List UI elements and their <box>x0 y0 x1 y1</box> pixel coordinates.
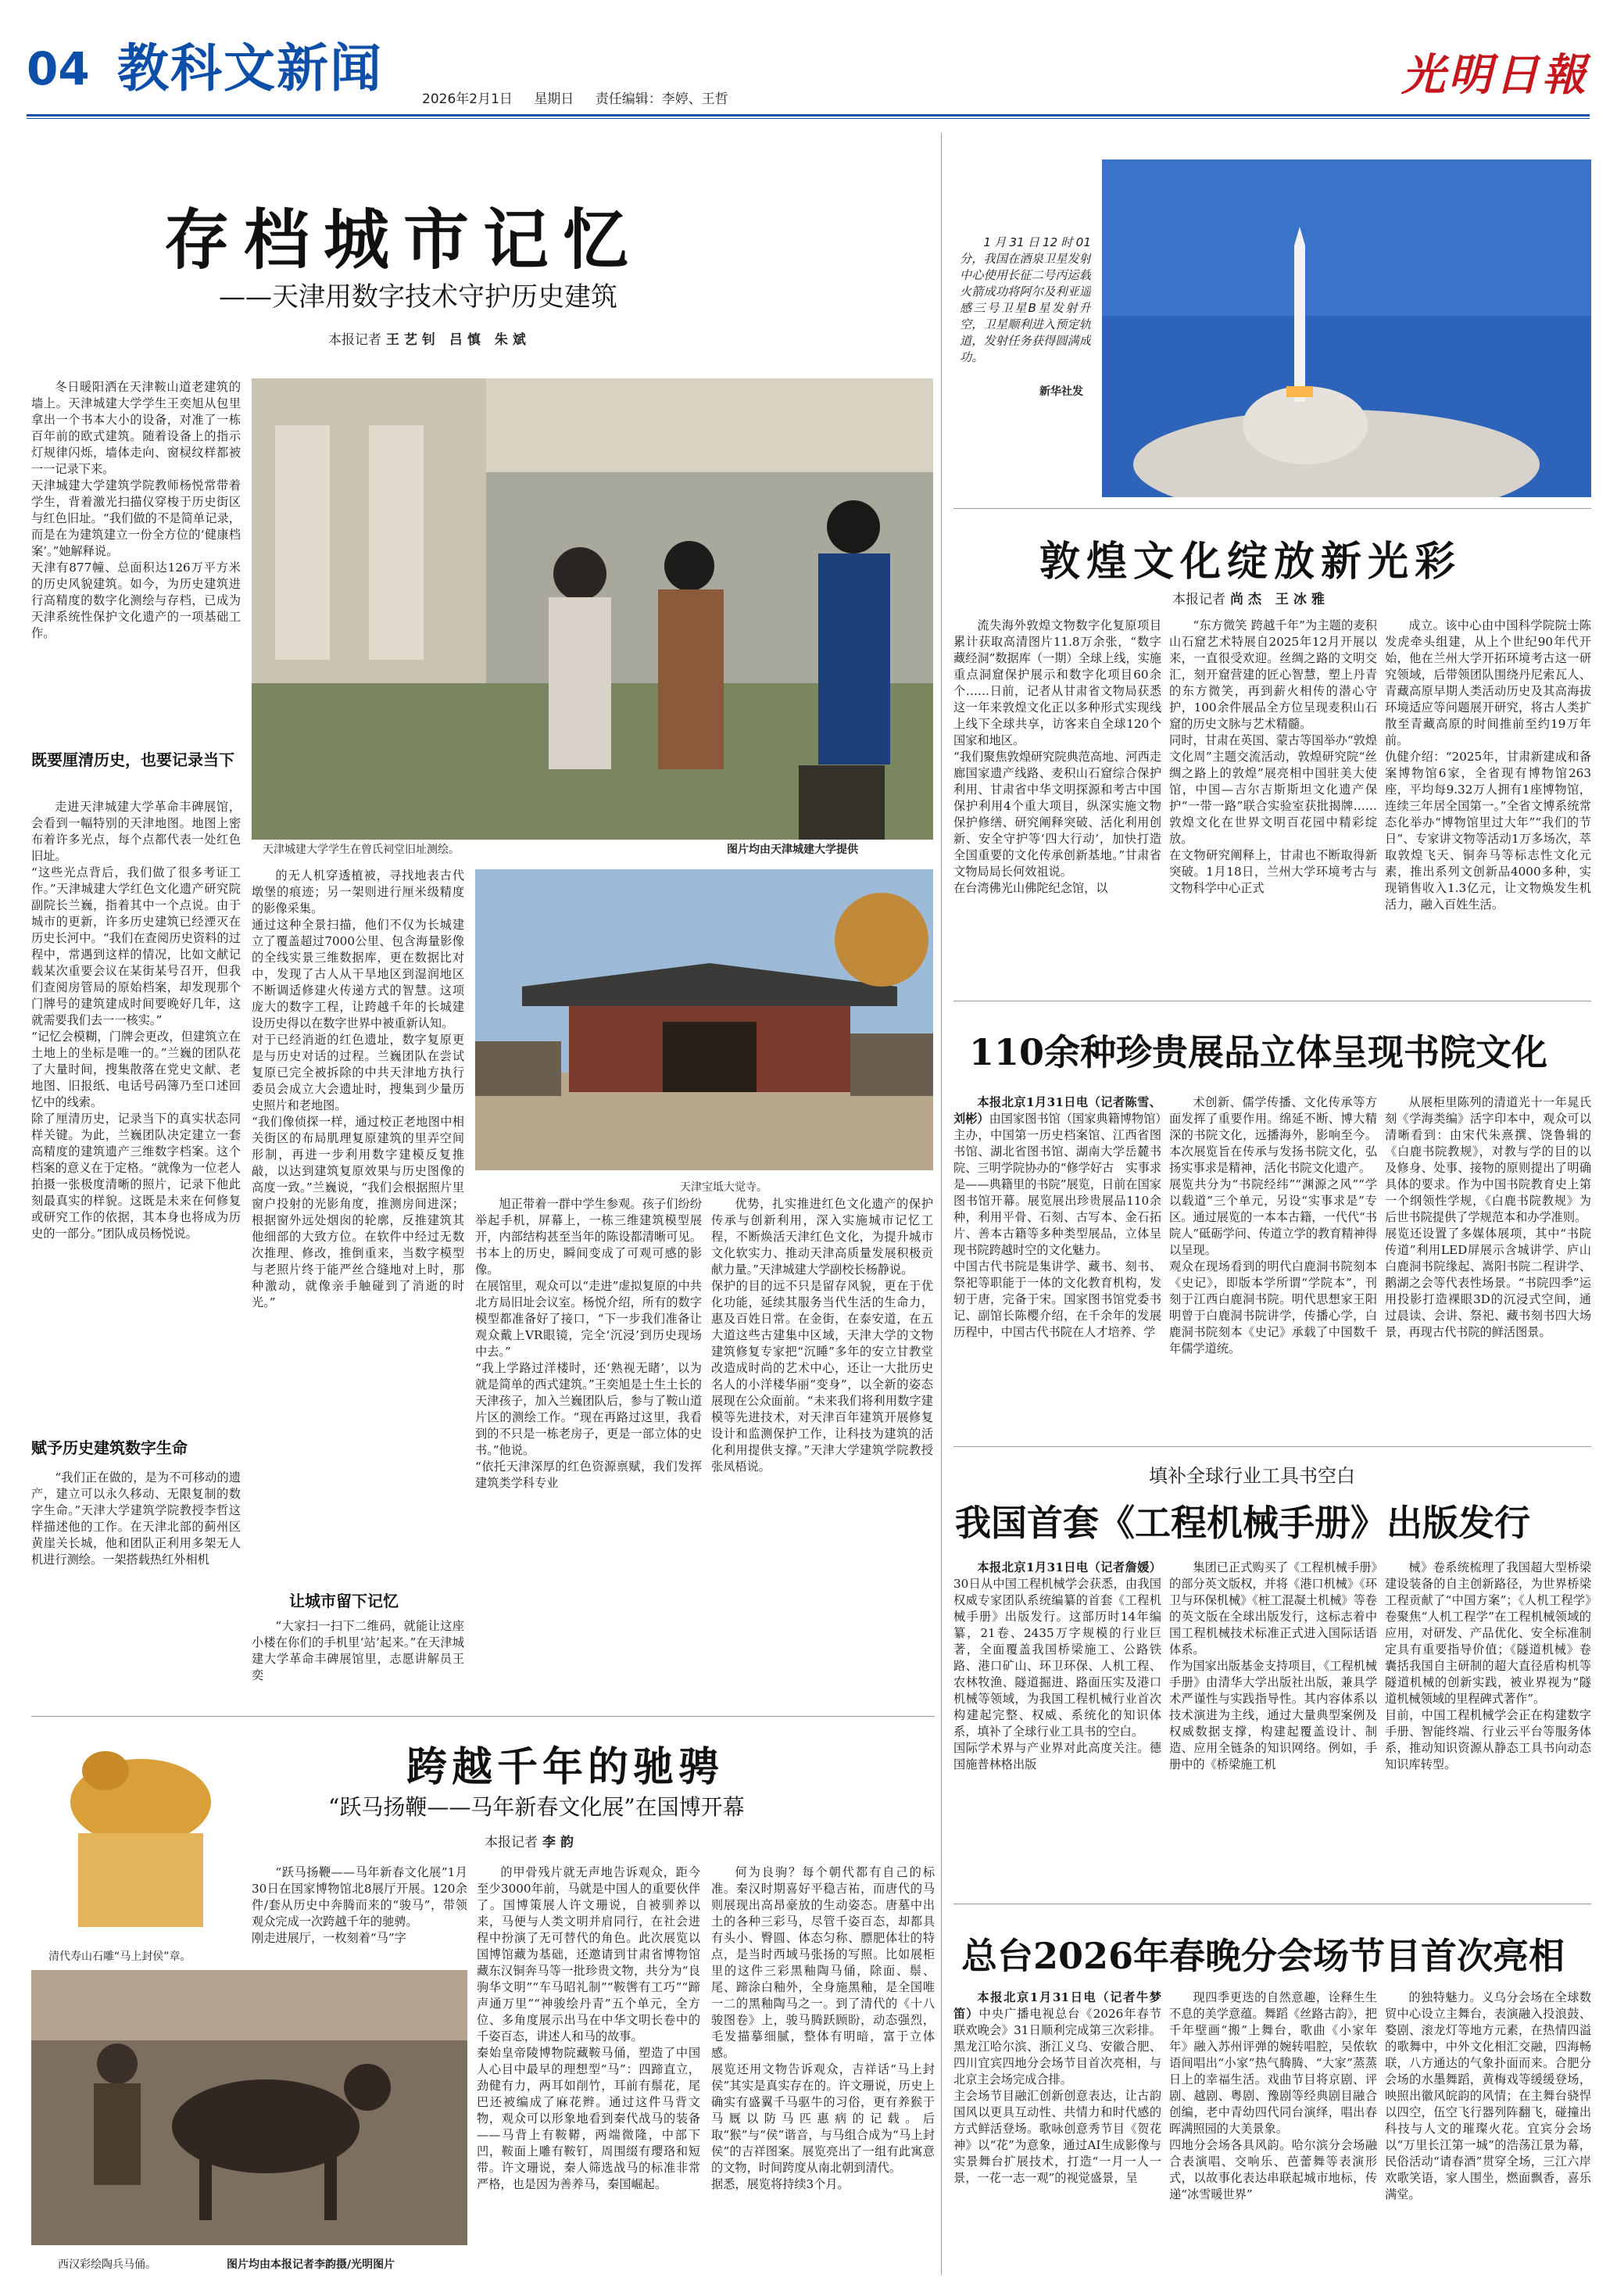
byline-names: 尚杰 王冰雅 <box>1230 592 1329 607</box>
launch-caption: 1月31日12时01分，我国在酒泉卫星发射中心使用长征二号丙运载火箭成功将阿尔及利亚遥感三号卫星B星发射升空，卫星顺利进入预定轨道，发射任务获得圆满成功。 <box>960 235 1091 364</box>
shuyuan-col3: 从展柜里陈列的清道光十一年晁氏刻《学海类编》活字印本中，观众可以清晰看到：由宋代朱熹撰、饶鲁辑的《白鹿书院教规》，对教与学的目的以及修身、处事、接物的原则提出了明确具体的要求。作为中国书院教育史上第一个纲领性学规，《白鹿书院教规》为后世书院提供了学规范本和办学准则。 展览还设置了多媒体展项，其中“书院传道”利用LED屏展示含城讲学、庐山白鹿洞书院缘起、嵩阳书院二程讲学、鹅湖之会等代表性场景。“书院四季”运用投影打造裸眼3D的沉浸式空间，通过晨读、会讲、祭祀、藏书刻书四大场景，再现古代书院的鲜活图景。 <box>1385 1095 1591 1339</box>
launch-credit: 新华社发 <box>1039 385 1083 398</box>
shouce-col2: 集团已正式购买了《工程机械手册》的部分英文版权，并将《港口机械》《环卫与环保机械》《桩工混凝土机械》等卷的英文版在全球出版发行，这标志着中国工程机械技术标准正式进入国际话语体系。 作为国家出版基金支持项目，《工程机械手册》由清华大学出版社出版，兼具学术严谨性与实践指导性。其内容体系以技术演进为主线，通过大量典型案例及权威数据支撑，构建起覆盖设计、制造、应用全链条的知识网络。例如，手册中的《桥梁施工机 <box>1169 1560 1377 1771</box>
photo-students-surveying <box>252 378 933 840</box>
dunhuang-title: 敦煌文化绽放新光彩 <box>1039 538 1462 586</box>
column-divider <box>941 133 942 2275</box>
temple-gate-icon <box>475 869 933 1170</box>
shouce-title: 我国首套《工程机械手册》出版发行 <box>955 1502 1530 1544</box>
story1-subhead-2: 赋予历史建筑数字生命 <box>31 1438 188 1457</box>
seal-caption: 清代寿山石雕“马上封侯”章。 <box>48 1950 191 1963</box>
photo1-caption: 天津城建大学学生在曾氏祠堂旧址测绘。 <box>263 844 460 856</box>
horse-title: 跨越千年的驰骋 <box>406 1743 724 1791</box>
byline-names: 李韵 <box>542 1835 578 1850</box>
story1-subtitle: ——天津用数字技术守护历史建筑 <box>219 281 617 313</box>
masthead-rule <box>27 114 1590 116</box>
dateline <box>422 88 746 107</box>
byline-label: 本报记者 <box>485 1835 538 1850</box>
story1-title: 存档城市记忆 <box>164 201 643 278</box>
photo-soapstone-seal <box>31 1732 242 1943</box>
horse-subtitle: “跃马扬鞭——马年新春文化展”在国博开幕 <box>328 1794 745 1820</box>
masthead-rule-thin <box>27 118 1590 119</box>
byline-label: 本报记者 <box>328 332 381 348</box>
story1-col1c: “我们正在做的，是为不可移动的遗产，建立可以永久移动、无限复制的数字生命。”天津大学建筑学院教授李哲这样描述他的工作。在天津北部的蓟州区黄崖关长城，他和团队正利用多架无人机进行测绘。一架搭载热红外相机 <box>31 1470 241 1567</box>
photo2-caption: 天津宝坻大觉寺。 <box>680 1181 767 1194</box>
story1-byline <box>328 328 531 348</box>
photo-dajue-temple <box>475 869 933 1170</box>
photo-han-warrior <box>31 1970 467 2245</box>
shuyuan-col2: 术创新、儒学传播、文化传承等方面发挥了重要作用。绵延不断、博大精深的书院文化，远播海外，影响至今。本次展览旨在传承与发扬书院文化，弘扬实事求是精神，活化书院文化遗产。 展览共分为“书院经纬”“渊源之风”“学以载道”三个单元，另设“实事求是”专区。通过展览的一本本古籍，一代代“书院人”砥砺学问、传道立学的教育精神得以呈现。 观众在现场看到的明代白鹿洞书院刻本《史记》，即版本学所谓“学院本”，刊刻于江西白鹿洞书院。明代思想家王阳明曾于白鹿洞书院讲学，传播心学，白鹿洞书院刻本《史记》承载了中国数千年儒学道统。 <box>1169 1095 1377 1356</box>
horse-col2: 的甲骨残片就无声地告诉观众，距今至少3000年前，马就是中国人的重要伙伴了。国博策展人许文珊说，自被驯养以来，马便与人类文明并肩同行，在社会进程中扮演了无可替代的角色。此次展览以国博馆藏为基础，还邀请到甘肃省博物馆藏东汉铜奔马等一批珍贵文物，共分为“良驹华文明”“车马昭礼制”“鞍辔有工巧”“蹄声通万里”“神骏绘丹青”五个单元，全方位、多角度展示出马在中华文明长卷中的千姿百态，讲述人和马的故事。 秦始皇帝陵博物院藏鞍马俑，塑造了中国人心目中最早的理想型“马”：四蹄直立，劲健有力，两耳如削竹，耳前有鬃花，尾巴还被编成了麻花辫。通过这件马背文物，观众可以形象地看到秦代战马的装备——马背上有鞍鞯，两端微隆，中部下凹，鞍面上雕有鞍钉，周围缀有璎珞和短带。许文珊说，秦人筛选战马的标准非常严格，也是因为善养马，秦国崛起。 <box>477 1865 700 2191</box>
story1-col2a: 的无人机穿透植被，寻找地表古代墩堡的痕迹；另一架则进行厘米级精度的影像采集。 通过这种全景扫描，他们不仅为长城建立了覆盖超过7000公里、包含海量影像的全线实景三维数据库，更在数据比对中，发现了古人从干旱地区到湿润地区不断调适修建火传递方式的智慧。这项庞大的数字工程，让跨越千年的长城建设历史得以在数字世界中被重新认知。 对于已经消逝的红色遗址，数字复原更是与历史对话的过程。兰巍团队在尝试复原已完全被拆除的中共天津地方执行委员会成立大会遗址时，搜集到少量历史照片和老地图。 “我们像侦探一样，通过校正老地图中相关街区的布局肌理复原建筑的里弄空间形制，再进一步利用数字建模反复推敲，以达到建筑复原效果与历史图像的高度一致。”兰巍说，“我们会根据照片里窗户投射的光影角度，推测房间进深；根据窗外远处烟囱的轮廓，反推建筑其他细部的大致方位。在软件中经过无数次推理、修改，推倒重来，当数字模型与老照片终于能严丝合缝地对上时，那种激动，就像亲手触碰到了消逝的时光。” <box>252 869 464 1309</box>
story1-col3: 旭正带着一群中学生参观。孩子们纷纷举起手机，屏幕上，一栋三维建筑模型展开，内部结构甚至当年的陈设都清晰可见。书本上的历史，瞬间变成了可观可感的影像。 在展馆里，观众可以“走进”虚拟复原的中共北方局旧址会议室。杨悦介绍，所有的数字模型都准备好了接口，“下一步我们准备让观众戴上VR眼镜，完全‘沉浸’到历史现场中去。” “我上学路过洋楼时，还‘熟视无睹’，以为就是简单的西式建筑。”王奕旭是土生土长的天津孩子，加入兰巍团队后，参与了鞍山道片区的测绘工作。“现在再路过这里，我看到的不只是一栋老房子，更是一部立体的史书。”他说。 “依托天津深厚的红色资源禀赋，我们发挥建筑类学科专业 <box>475 1197 702 1490</box>
page-number: 04 <box>27 42 90 95</box>
story1-col2b: “大家扫一扫下二维码，就能让这座小楼在你们的手机里‘站’起来。”在天津城建大学革命丰碑展馆里，志愿讲解员王奕 <box>252 1619 464 1682</box>
shouce-col1-text: 30日从中国工程机械学会获悉，由我国权威专家团队系统编纂的首套《工程机械手册》出版发行。这部历时14年编纂，21卷、2435万字规模的行业巨著，全面覆盖我国桥梁施工、公路铁路、港口矿山、环卫环保、人机工程、农林牧渔、隧道掘进、路面压实及港口机械等领域，为我国工程机械行业首次构建起完整、权威、系统化的知识体系，填补了全球行业工具书的空白。 国际学术界与产业界对此高度关注。德国施普林格出版 <box>953 1577 1161 1771</box>
dunhuang-col3: 成立。该中心由中国科学院院士陈发虎牵头组建，从上个世纪90年代开始，他在兰州大学开拓环境考古这一研究领域，后带领团队围绕丹尼索瓦人、青藏高原早期人类活动历史及其高海拔环境适应等问题展开研究，将古人类扩散至青藏高原的时间推前至约19万年前。 仇健介绍：“2025年，甘肃新建成和备案博物馆6家，全省现有博物馆263座，平均每9.32万人拥有1座博物馆，连续三年居全国第一。”全省文博系统常态化举办“博物馆里过大年”“我们的节日”、专家讲文物等活动1万多场次，萃取敦煌飞天、铜奔马等标志性文化元素，推出系列文创新品4000多种，实现销售收入1.3亿元，让文物焕发生机活力，融入百姓生活。 <box>1385 618 1591 912</box>
seal-horse-icon <box>31 1732 242 1943</box>
warrior-caption: 西汉彩绘陶兵马俑。 <box>58 2258 156 2271</box>
dunhuang-col2: “东方微笑 跨越千年”为主题的麦积山石窟艺术特展自2025年12月开展以来，一直很受欢迎。丝绸之路的文明交汇，刻开窟营建的匠心智慧，塑上丹青的东方微笑，再到薪火相传的潜心守护，100余件展品全方位呈现麦积山石窟的历史文脉与艺术精髓。 同时，甘肃在英国、蒙古等国举办“敦煌文化周”主题交流活动，敦煌研究院“丝绸之路上的敦煌”展亮相中国驻美大使馆，中国—吉尔吉斯斯坦文化遗产保护“一带一路”联合实验室获批揭牌……敦煌文化在世界文明百花园中精彩绽放。 在文物研究阐释上，甘肃也不断取得新突破。1月18日，兰州大学环境考古与文物科学中心正式 <box>1169 618 1377 895</box>
story1-col1b: 走进天津城建大学革命丰碑展馆，会看到一幅特别的天津地图。地图上密布着许多光点，每个点都代表一处红色旧址。 “这些光点背后，我们做了很多考证工作。”天津城建大学红色文化遗产研究院副院长兰巍，指着其中一个点说。由于城市的更新，许多历史建筑已经湮灭在历史长河中。“我们在查阅历史资料的过程中，常遇到这样的情况，比如文献记载某次重要会议在某街某号召开，但我们查阅房管局的原始档案，却发现那个门牌号的建筑建成时间要晚好几年，这就需要我们去一一核实。” “记忆会模糊，门牌会更改，但建筑立在土地上的坐标是唯一的。”兰巍的团队花了大量时间，搜集散落在党史文献、老地图、旧报纸、电话号码簿乃至口述回忆中的线索。 除了厘清历史，记录当下的真实状态同样关键。为此，兰巍团队决定建立一套高精度的建筑遗产三维数字档案。这个档案的意义在于定格。“就像为一位老人拍摄一张极度清晰的照片，记录下他此刻最真实的样貌。这既是未来在何修复或研究工作的依据，其本身也将成为历史的一部分。”团队成员杨悦说。 <box>31 800 241 1241</box>
newspaper-logo: 光明日報 <box>1401 49 1589 101</box>
story1-subhead-1: 既要厘清历史，也要记录当下 <box>31 750 234 769</box>
byline-label: 本报记者 <box>1172 592 1225 607</box>
chunwan-col1 <box>953 1990 1161 2279</box>
editors: 责任编辑：李婷、王哲 <box>595 91 728 107</box>
dunhuang-top-rule <box>953 508 1591 509</box>
byline-names: 王艺钊 吕慎 朱斌 <box>386 332 531 348</box>
warrior-figurine-icon <box>31 1970 467 2245</box>
shuyuan-col1 <box>953 1094 1161 1438</box>
dunhuang-byline <box>1172 588 1329 607</box>
issue-weekday: 星期日 <box>534 91 574 107</box>
chunwan-title: 总台2026年春晚分会场节目首次亮相 <box>961 1935 1565 1977</box>
rocket-icon <box>1102 159 1591 497</box>
horse-byline <box>485 1831 578 1850</box>
photo-rocket-launch <box>1102 159 1591 497</box>
dunhuang-col1: 流失海外敦煌文物数字化复原项目累计获取高清图片11.8万余张，“数字藏经洞”数据库（一期）全球上线，实施重点洞窟保护展示和数字化项目60余个……日前，记者从甘肃省文物局获悉这一年来敦煌文化正以多种形式实现线上线下全球共享，访客来自全球120个国家和地区。 “我们聚焦敦煌研究院典范高地、河西走廊国家遗产线路、麦积山石窟综合保护利用、甘肃省中华文明探源和考古中国保护利用4个重大项目，纵深实施文物保护修缮、研究阐释突破、活化利用创新、安全守护等‘四大行动’，加快打造全国重要的文化传承创新基地。”甘肃省文物局局长何效祖说。 在台湾佛光山佛陀纪念馆，以 <box>953 618 1161 895</box>
shuyuan-col1-text: 由国家图书馆（国家典籍博物馆）主办，中国第一历史档案馆、江西省图书馆、湖北省图书馆、湖南大学岳麓书院、三明学院协办的“修学好古 实事求是——典籍里的书院”展览，日前在国家图书馆开幕。展览展出珍贵展品110余种，利用平骨、石刻、古写本、金石拓片、善本古籍等多种类型展品，立体呈现书院跨越时空的文化魅力。 中国古代书院是集讲学、藏书、刻书、祭祀等职能于一体的文化教育机构，发轫于唐，完备于宋。国家图书馆党委书记、副馆长陈樱介绍，在千余年的发展历程中，中国古代书院在人才培养、学 <box>953 1112 1161 1339</box>
shuyuan-title: 110余种珍贵展品立体呈现书院文化 <box>969 1031 1548 1073</box>
horse-col1: “跃马扬鞭——马年新春文化展”1月30日在国家博物馆北8展厅开展。120余件/套从历史中奔腾而来的“骏马”，带领观众完成一次跨越千年的驰骋。 刚走进展厅，一枚刻着“马”字 <box>252 1865 467 1945</box>
issue-date: 2026年2月1日 <box>422 91 513 107</box>
chunwan-col1-text: 中央广播电视总台《2026年春节联欢晚会》31日顺利完成第三次彩排。黑龙江哈尔滨、浙江义乌、安徽合肥、四川宜宾四地分会场节目首次亮相，与北京主会场完成合排。 主会场节目融汇创新创意表达，让古韵国风以更具互动性、共情力和时代感的方式鲜活登场。歌咏创意秀节目《贺花神》以“花”为意象，通过AI生成影像与实景舞台扩展技术，打造“一月一人一景，一花一志一观”的视觉盛景，呈 <box>953 2007 1161 2185</box>
shouce-col1 <box>953 1560 1161 1888</box>
building-facade-icon <box>252 378 933 840</box>
section-title: 教科文新闻 <box>117 38 383 99</box>
chunwan-lead: 本报北京1月31日电（记者牛梦笛） <box>953 1990 1161 2021</box>
horse-col3: 何为良驹？每个朝代都有自己的标准。秦汉时期喜好平稳吉祐，而唐代的马则展现出高昂豪放的生动姿态。唐墓中出土的各种三彩马，尽管千姿百态，却都具有头小、臀圆、体态匀称、膘肥体壮的特点，是当时西域马张扬的写照。比如展柜里的这件三彩黑釉陶马俑，除面、鬃、尾、蹄涂白釉外，全身施黑釉，是全国唯一二的黑釉陶马之一。到了清代的《十八骏图卷》上，骏马腾跃顾盼，动态强烈，毛发描摹细腻，整体有明暗，富于立体感。 展览还用文物告诉观众，吉祥话“马上封侯”其实是真实存在的。许文珊说，历史上确实有盛翼千马驱牛的习俗，更有养猴于马厩以防马匹惠病的记载。后取“猴”与“侯”谐音，与马组合成为“马上封侯”的吉祥图案。展览亮出了一组有此寓意的文物，时间跨度从南北朝到清代。 据悉，展览将持续3个月。 <box>711 1865 935 2191</box>
story1-col1: 冬日暖阳洒在天津鞍山道老建筑的墙上。天津城建大学学生王奕旭从包里拿出一个书本大小的设备，对准了一栋百年前的欧式建筑。随着设备上的指示灯规律闪烁，墙体走向、窗棂纹样都被一一记录下来。 天津城建大学建筑学院教师杨悦常带着学生，背着激光扫描仪穿梭于历史街区与红色旧址。“我们做的不是简单记录，而是在为建筑建立一份全方位的‘健康档案’。”她解释说。 天津有877幢、总面积达126万平方米的历史风貌建筑。如今，为历史建筑进行高精度的数字化测绘与存档，已成为天津系统性保护文化遗产的一项基础工作。 <box>31 380 241 640</box>
story1-subhead-3: 让城市留下记忆 <box>289 1590 464 1612</box>
shouce-lead: 本报北京1月31日电（记者詹媛） <box>977 1560 1161 1574</box>
photo1-credit: 图片均由天津城建大学提供 <box>727 844 858 856</box>
shouce-top-rule <box>953 1446 1591 1447</box>
shouce-col3: 械》卷系统梳理了我国超大型桥梁建设装备的自主创新路径，为世界桥梁工程贡献了“中国方案”；《人机工程学》卷聚焦“人机工程学”在工程机械领域的应用，对研发、产品优化、安全标准制定具有重要指导价值；《隧道机械》卷囊括我国自主研制的超大直径盾构机等隧道机械的创新实践，被业界视为“隧道机械领域的里程碑式著作”。 目前，中国工程机械学会正在构建数字手册、智能终端、行业云平台等服务体系，推动知识资源从静态工具书向动态知识库转型。 <box>1385 1560 1591 1771</box>
chunwan-col2: 现四季更迭的自然意趣，诠释生生不息的美学意蕴。舞蹈《丝路古韵》，把千年壁画“搬”上舞台，歌曲《小家年年》融入苏州评弹的婉转唱腔，吴侬软语间唱出“小家”热气腾腾、“大家”蒸蒸日上的幸福生活。戏曲节目将京剧、评剧、越剧、粤剧、豫剧等经典剧目融合创编，老中青幼四代同台演绎，唱出春晖满照园的大美景象。 四地分会场各具风韵。哈尔滨分会场融合表演唱、交响乐、芭蕾舞等表演形式，以故事化表达串联起城市地标，传递“冰雪暖世界” <box>1169 1990 1377 2201</box>
horse-photo-credit: 图片均由本报记者李韵摄/光明图片 <box>227 2258 395 2271</box>
shouce-kicker: 填补全球行业工具书空白 <box>1149 1465 1355 1487</box>
chunwan-col3: 的独特魅力。义乌分会场在全球数贸中心设立主舞台，表演融入投浪鼓、婺剧、滚龙灯等地方元素，在热情四溢的歌舞中，中外文化相汇交融，四海畅联，八方通达的气象扑面而来。合肥分会场的水墨舞蹈，黄梅戏等缓缓登场，映照出徽风皖韵的风情；在主舞台骁悍以四空，伍空飞行器列阵翻飞，碰撞出科技与人文的璀璨火花。宜宾分会场以“万里长江第一城”的浩荡江景为幕，民俗活动“请春酒”贯穿全场，三江六岸欢歌笑语，家人围坐，燃面飘香，喜乐满堂。 <box>1385 1990 1591 2201</box>
story1-col4: 优势，扎实推进红色文化遗产的保护传承与创新利用，深入实施城市记忆工程，不断焕活天津红色文化，为提升城市文化软实力、推动天津高质量发展积极贡献力量。”天津城建大学副校长杨静说。 保护的目的远不只是留存风貌，更在于优化功能，延续其服务当代生活的生命力，惠及百姓日常。在金街，在泰安道，在五大道这些古建集中区域，天津大学的文物建筑修复专家把“沉睡”多年的安立甘教堂改造成时尚的艺术中心，还让一大批历史名人的小洋楼华丽“变身”，以全新的姿态展现在公众面前。“未来我们将利用数字建模等先进技术，对天津百年建筑开展修复设计和监测保护工作，让科技为建筑的活化利用提供支撑。”天津大学建筑学院教授张凤梧说。 <box>711 1197 933 1474</box>
horse-top-rule <box>31 1716 935 1717</box>
shuyuan-lead: 本报北京1月31日电（记者陈雪、刘彬） <box>953 1095 1161 1126</box>
